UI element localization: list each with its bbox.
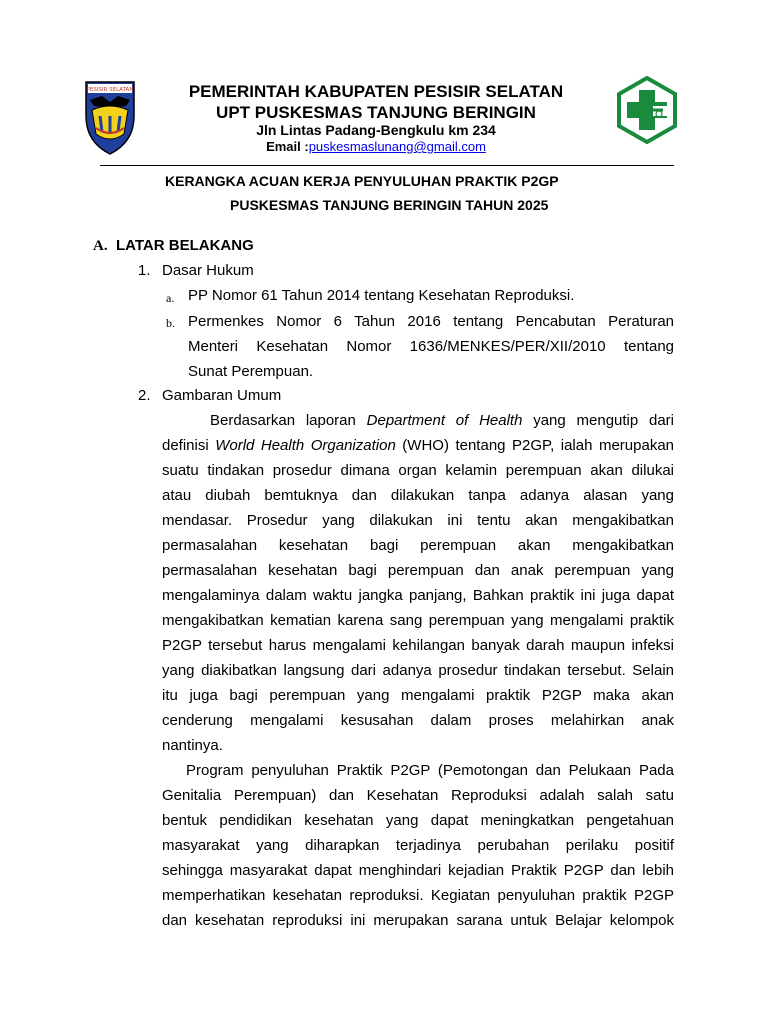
text-run: definisi	[162, 437, 216, 454]
paragraph-line: nantinya.	[162, 737, 223, 754]
item-number: 2.	[138, 387, 151, 404]
section-letter: A.	[93, 238, 108, 254]
paragraph-line: Program penyuluhan Praktik P2GP (Pemotongan dan Pelukaan Pada	[186, 762, 674, 779]
email-link[interactable]: puskesmaslunang@gmail.com	[308, 139, 486, 154]
document-title-line-1: KERANGKA ACUAN KERJA PENYULUHAN PRAKTIK P2GP	[165, 173, 559, 189]
paragraph-line: Genitalia Perempuan) dan Kesehatan Reproduksi adalah salah satu	[162, 787, 674, 804]
paragraph-line: suatu tindakan prosedur dimana organ kelamin perempuan akan dilukai	[162, 462, 674, 479]
paragraph-line: atau diubah bemtuknya dan dilakukan tanpa adanya alasan yang	[162, 487, 674, 504]
header-line-1: PEMERINTAH KABUPATEN PESISIR SELATAN	[188, 82, 564, 101]
paragraph-line: memperhatikan kesehatan reproduksi. Kegiatan penyuluhan praktik P2GP	[162, 887, 674, 904]
item-number: 1.	[138, 262, 151, 279]
paragraph-line: itu juga bagi perempuan yang mengalami praktik P2GP maka akan	[162, 687, 674, 704]
sub-item-text-line: Menteri Kesehatan Nomor 1636/MENKES/PER/XII/2010 tentang	[188, 338, 674, 355]
sub-letter: b.	[166, 316, 175, 330]
puskesmas-logo	[613, 76, 681, 144]
emphasis-text: World Health Organization	[215, 437, 396, 454]
paragraph-line	[162, 437, 674, 454]
paragraph-line: bentuk pendidikan kesehatan yang dapat meningkatkan pengetahuan	[162, 812, 674, 829]
paragraph-line: cenderung mengalami kesusahan dalam proses melahirkan anak	[162, 712, 674, 729]
header-email-row	[148, 139, 604, 154]
paragraph-line: mengalaminya dalam waktu jangka panjang, Bahkan praktik ini juga dapat	[162, 587, 674, 604]
text-run: Berdasarkan laporan	[210, 412, 367, 429]
paragraph-line: mengakibatkan kematian karena sang perempuan yang mengalami praktik	[162, 612, 674, 629]
sub-item-text-line: Sunat Perempuan.	[188, 363, 314, 380]
emphasis-text: Department of Health	[366, 412, 523, 429]
paragraph-line: dan kesehatan reproduksi ini merupakan sarana untuk Belajar kelompok	[162, 912, 674, 929]
header-address: Jln Lintas Padang-Bengkulu km 234	[256, 122, 496, 138]
regency-logo	[80, 76, 140, 156]
paragraph-line: mendasar. Prosedur yang dilakukan ini tentu akan mengakibatkan	[162, 512, 674, 529]
paragraph-line: P2GP tersebut harus mengalami kehilangan banyak darah maupun infeksi	[162, 637, 674, 654]
sub-letter: a.	[166, 291, 175, 305]
item-label: Gambaran Umum	[162, 387, 282, 404]
document-title-line-2: PUSKESMAS TANJUNG BERINGIN TAHUN 2025	[230, 197, 549, 213]
paragraph-line: yang diakibatkan langsung dari adanya prosedur tindakan tersebut. Selain	[162, 662, 674, 679]
paragraph-line: sehingga masyarakat dapat menghindari kejadian Praktik P2GP dan lebih	[162, 862, 674, 879]
header-line-2: UPT PUSKESMAS TANJUNG BERINGIN	[216, 103, 536, 122]
paragraph-line	[210, 412, 674, 429]
text-run: yang mengutip dari	[522, 412, 675, 429]
email-label: Email :	[266, 139, 309, 154]
header-divider	[100, 165, 674, 166]
logo-text: PESISIR SELATAN	[86, 87, 134, 93]
sub-item-text: PP Nomor 61 Tahun 2014 tentang Kesehatan Reproduksi.	[188, 287, 575, 304]
section-title: LATAR BELAKANG	[116, 237, 254, 254]
paragraph-line: masyarakat yang diharapkan terjadinya perubahan perilaku positif	[162, 837, 674, 854]
paragraph-line: permasalahan kesehatan bagi perempuan akan mengakibatkan	[162, 537, 674, 554]
text-run: (WHO) tentang P2GP, ialah merupakan	[395, 437, 674, 454]
item-label: Dasar Hukum	[162, 262, 254, 279]
sub-item-text-line: Permenkes Nomor 6 Tahun 2016 tentang Pencabutan Peraturan	[188, 313, 674, 330]
paragraph-line: permasalahan kesehatan bagi perempuan dan anak perempuan yang	[162, 562, 674, 579]
